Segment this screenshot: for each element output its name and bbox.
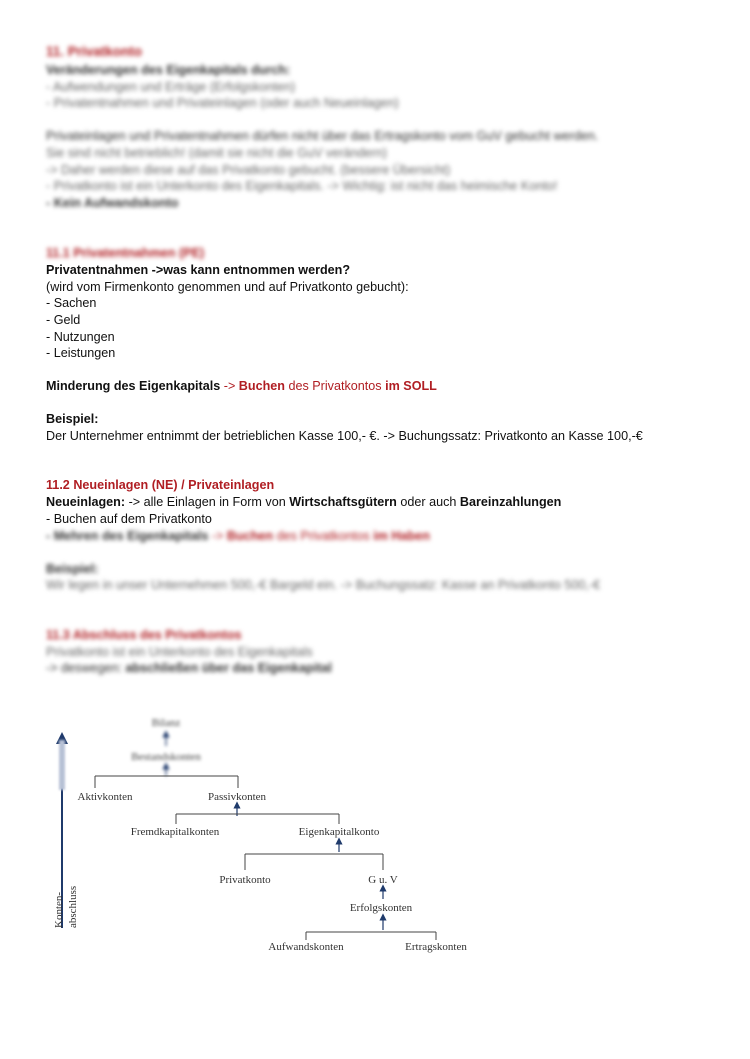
list-item: - Nutzungen	[46, 330, 115, 344]
node-privatkonto: Privatkonto	[219, 874, 271, 886]
node-bilanz: Bilanz	[151, 717, 181, 729]
paragraph-line: Privateinlagen und Privatentnahmen dürfen nicht über das Ertragskonto vom GuV gebucht werden.	[46, 129, 599, 143]
side-label-2: abschluss	[67, 885, 79, 928]
note-line: (wird vom Firmenkonto genommen und auf Privatkonto gebucht):	[46, 280, 409, 294]
plain-text: -> alle Einlagen in Form von	[125, 495, 290, 509]
node-bestandskonten: Bestandskonten	[131, 751, 201, 763]
section-heading: 11.2 Neueinlagen (NE) / Privateinlagen	[46, 478, 275, 492]
node-aktivkonten: Aktivkonten	[77, 791, 133, 803]
list-item: - Leistungen	[46, 346, 116, 360]
arrow-text: ->	[220, 379, 239, 393]
neueinlagen-line	[46, 494, 561, 510]
beispiel-text: Der Unternehmer entnimmt der betrieblichen Kasse 100,- €. -> Buchungssatz: Privatkonto an Kasse 100,-€	[46, 429, 643, 443]
plain-text: oder auch	[396, 495, 460, 509]
paragraph-line: - Privatkonto ist ein Unterkonto des Eigenkapitals. -> Wichtig: ist nicht das heimische Konto!	[46, 179, 558, 193]
paragraph-line: -> Daher werden diese auf das Privatkonto gebucht. (bessere Übersicht)	[46, 163, 451, 177]
section-heading: 11.1 Privatentnahmen (PE)	[46, 246, 205, 260]
emphasis-text: im SOLL	[385, 379, 437, 393]
section-subtitle: Veränderungen des Eigenkapitals durch:	[46, 63, 291, 77]
emphasis-text: Bareinzahlungen	[459, 495, 562, 509]
question-line: Privatentnahmen ->was kann entnommen werden?	[46, 263, 351, 277]
node-erfolgskonten: Erfolgskonten	[349, 902, 413, 914]
section-title: 11. Privatkonto	[46, 44, 143, 59]
paragraph-line: Sie sind nicht betrieblich! (damit sie nicht die GuV verändern)	[46, 146, 387, 160]
plain-text: -> deswegen:	[46, 661, 126, 675]
emphasis-text: Buchen	[238, 379, 285, 393]
node-passivkonten: Passivkonten	[207, 791, 267, 803]
list-item: - Buchen auf dem Privatkonto	[46, 512, 212, 526]
minderung-line	[46, 378, 437, 394]
list-item: - Privatentnahmen und Privateinlagen (oder auch Neueinlagen)	[46, 96, 399, 110]
beispiel-label: Beispiel:	[46, 412, 99, 426]
beispiel-label: Beispiel:	[46, 562, 99, 576]
emphasis-text: Wirtschaftsgütern	[289, 495, 397, 509]
emphasis-text: im Haben	[373, 529, 430, 543]
emphasis-text: abschließen über das Eigenkapital	[125, 661, 332, 675]
plain-text: des Privatkontos	[273, 529, 374, 543]
diagram-top-blurred	[131, 717, 201, 776]
paragraph-line: Privatkonto ist ein Unterkonto des Eigenkapitals	[46, 645, 313, 659]
section-heading: 11.3 Abschluss des Privatkontos	[46, 628, 242, 642]
list-item: - Sachen	[46, 296, 97, 310]
node-eigenkapitalkonto: Eigenkapitalkonto	[298, 826, 380, 838]
mehren-line	[46, 528, 430, 544]
list-item: - Geld	[46, 313, 81, 327]
node-aufwandskonten: Aufwandskonten	[268, 941, 344, 953]
node-ertragskonten: Ertragskonten	[405, 941, 467, 953]
beispiel-text: Wir legen in unser Unternehmen 500,-€ Bargeld ein. -> Buchungssatz: Kasse an Privatkonto 500,-€	[46, 578, 601, 592]
minderung-label: Minderung des Eigenkapitals	[46, 379, 221, 393]
account-hierarchy-diagram	[0, 710, 750, 970]
side-label-1: Konten-	[53, 891, 65, 928]
paragraph-line	[46, 660, 332, 676]
node-guv: G u. V	[368, 874, 398, 886]
list-item: - Aufwendungen und Erträge (Erfolgskonten)	[46, 80, 296, 94]
plain-text: des Privatkontos	[284, 379, 386, 393]
label-text: Neueinlagen:	[46, 495, 126, 509]
node-fremdkapitalkonten: Fremdkapitalkonten	[130, 826, 220, 838]
paragraph-line: - Kein Aufwandskonto	[46, 196, 179, 210]
arrow-text: ->	[208, 529, 227, 543]
emphasis-text: Buchen	[226, 529, 274, 543]
label-text: - Mehren des Eigenkapitals	[46, 529, 209, 543]
